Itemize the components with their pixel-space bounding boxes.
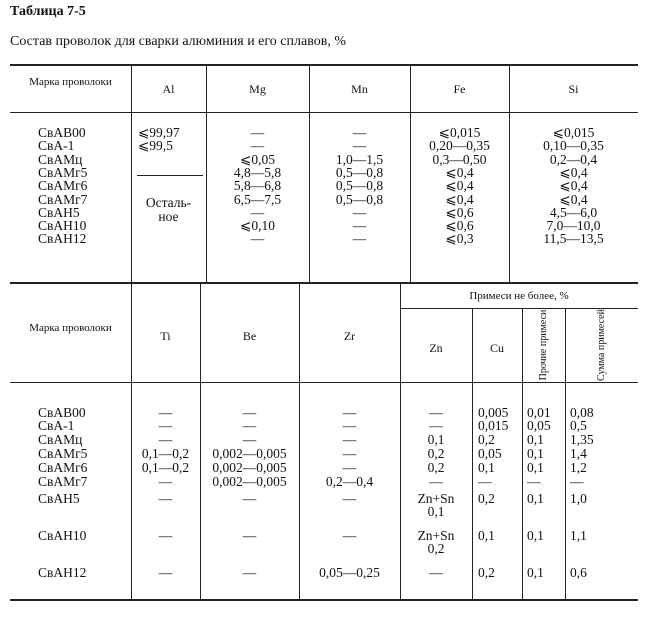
zn-cell: Zn+Sn 0,1 xyxy=(417,491,455,519)
mg-cell: 5,8—6,8 xyxy=(233,178,282,194)
be-cell: — xyxy=(242,418,257,433)
mn-cell: 0,5—0,8 xyxy=(335,191,384,207)
brand-cell: СвАН12 xyxy=(38,231,87,247)
ti-cell: — xyxy=(158,565,173,580)
header-mg: Mg xyxy=(249,82,266,96)
ti-cell: — xyxy=(158,418,173,433)
header-cu: Cu xyxy=(489,341,504,355)
other-cell: 0,1 xyxy=(527,491,544,506)
sum-cell: 0,5 xyxy=(570,418,587,433)
mn-cell: — xyxy=(352,231,367,247)
si-cell: ⩽0,015 xyxy=(552,125,595,140)
ti-cell: 0,1—0,2 xyxy=(141,446,190,461)
si-cell: ⩽0,4 xyxy=(559,178,588,194)
mn-cell: — xyxy=(352,138,367,154)
ti-cell: — xyxy=(158,405,173,420)
fe-cell: 0,3—0,50 xyxy=(432,151,487,167)
header-brand-2: Марка проволоки xyxy=(29,322,112,334)
mg-cell: ⩽0,05 xyxy=(240,151,275,167)
header-ti: Ti xyxy=(160,329,171,343)
fe-cell: ⩽0,6 xyxy=(445,218,474,234)
brand-cell: СвАМц xyxy=(38,151,83,167)
ti-cell: — xyxy=(158,432,173,447)
zr-cell: 0,2—0,4 xyxy=(325,474,374,489)
mn-cell: 1,0—1,5 xyxy=(335,151,384,167)
si-cell: 0,2—0,4 xyxy=(549,151,598,167)
zn-cell: — xyxy=(429,474,443,489)
mn-cell: — xyxy=(352,218,367,234)
sum-cell: 1,1 xyxy=(570,528,587,543)
mg-cell: — xyxy=(250,231,265,247)
header-al: Al xyxy=(162,82,175,96)
zr-cell: 0,05—0,25 xyxy=(319,565,380,580)
sum-cell: 1,0 xyxy=(570,491,587,506)
cu-cell: 0,015 xyxy=(478,418,509,433)
other-cell: 0,05 xyxy=(527,418,551,433)
mn-cell: 0,5—0,8 xyxy=(335,178,384,194)
header-zn: Zn xyxy=(429,341,443,355)
be-cell: — xyxy=(242,432,257,447)
fe-cell: ⩽0,015 xyxy=(438,125,481,140)
brand-cell: СвАН5 xyxy=(38,204,80,220)
fe-cell: ⩽0,4 xyxy=(445,178,474,194)
si-cell: 4,5—6,0 xyxy=(549,204,598,220)
al-cell: ⩽99,5 xyxy=(138,138,173,154)
brand-cell: СвАВ00 xyxy=(38,125,86,140)
zn-cell: 0,2 xyxy=(427,460,445,475)
si-cell: 0,10—0,35 xyxy=(543,138,604,154)
other-cell: 0,1 xyxy=(527,446,544,461)
zr-cell: — xyxy=(342,405,357,420)
si-cell: 7,0—10,0 xyxy=(546,218,601,234)
be-cell: — xyxy=(242,528,257,543)
zn-cell: — xyxy=(429,565,443,580)
brand-cell: СвАМг5 xyxy=(38,446,88,461)
header-fe: Fe xyxy=(453,82,466,96)
mn-cell: 0,5—0,8 xyxy=(335,164,384,180)
mg-cell: — xyxy=(250,204,265,220)
brand-cell: СвАМг5 xyxy=(38,164,88,180)
header-mn: Mn xyxy=(351,82,368,96)
mn-cell: — xyxy=(352,204,367,220)
header-sum: Сумма примесей xyxy=(596,309,607,381)
sum-cell: — xyxy=(570,474,584,489)
other-cell: — xyxy=(527,474,541,489)
be-cell: 0,002—0,005 xyxy=(212,460,287,475)
header-other: Прочие примеси xyxy=(538,309,549,381)
brand-cell: СвАМг6 xyxy=(38,460,88,475)
sum-cell: 1,2 xyxy=(570,460,587,475)
mg-cell: — xyxy=(250,125,265,140)
other-cell: 0,1 xyxy=(527,432,544,447)
other-cell: 0,1 xyxy=(527,565,544,580)
zn-cell: 0,2 xyxy=(427,446,445,461)
ti-cell: — xyxy=(158,474,173,489)
cu-cell: 0,2 xyxy=(478,491,495,506)
fe-cell: ⩽0,3 xyxy=(445,231,474,247)
sum-cell: 0,6 xyxy=(570,565,587,580)
zr-cell: — xyxy=(342,460,357,475)
mg-cell: ⩽0,10 xyxy=(240,218,275,234)
be-cell: 0,002—0,005 xyxy=(212,474,287,489)
cu-cell: 0,005 xyxy=(478,405,509,420)
table1-header-rule xyxy=(10,112,638,113)
cu-cell: — xyxy=(478,474,492,489)
table1-divider xyxy=(131,66,132,282)
sum-cell: 1,4 xyxy=(570,446,587,461)
si-cell: 11,5—13,5 xyxy=(543,231,604,247)
header-brand: Марка проволоки xyxy=(29,76,112,88)
brand-cell: СвАМг7 xyxy=(38,191,88,207)
mg-cell: — xyxy=(250,138,265,154)
brand-cell: СвАВ00 xyxy=(38,405,86,420)
brand-cell: СвАМц xyxy=(38,432,83,447)
brand-cell: СвАН10 xyxy=(38,528,87,543)
fe-cell: ⩽0,6 xyxy=(445,204,474,220)
mn-cell: — xyxy=(352,125,367,140)
table1-top-rule xyxy=(10,64,638,66)
ti-cell: — xyxy=(158,491,173,506)
brand-cell: СвАН10 xyxy=(38,218,87,234)
header-impurities: Примеси не более, % xyxy=(469,290,569,302)
zn-cell: — xyxy=(429,405,443,420)
be-cell: — xyxy=(242,491,257,506)
fe-cell: ⩽0,4 xyxy=(445,191,474,207)
sum-cell: 1,35 xyxy=(570,432,594,447)
brand-cell: СвА-1 xyxy=(38,138,75,154)
header-zr: Zr xyxy=(343,329,356,343)
header-si: Si xyxy=(568,82,579,96)
si-cell: ⩽0,4 xyxy=(559,191,588,207)
si-cell: ⩽0,4 xyxy=(559,164,588,180)
al-rest-cell: Осталь- ное xyxy=(145,195,192,224)
header-be: Be xyxy=(242,329,257,343)
cu-cell: 0,2 xyxy=(478,565,495,580)
zn-cell: 0,1 xyxy=(427,432,445,447)
brand-cell: СвА-1 xyxy=(38,418,75,433)
zr-cell: — xyxy=(342,432,357,447)
brand-cell: СвАМг6 xyxy=(38,178,88,194)
other-cell: 0,01 xyxy=(527,405,551,420)
brand-cell: СвАМг7 xyxy=(38,474,88,489)
fe-cell: ⩽0,4 xyxy=(445,164,474,180)
cu-cell: 0,1 xyxy=(478,528,495,543)
other-cell: 0,1 xyxy=(527,528,544,543)
cu-cell: 0,05 xyxy=(478,446,502,461)
other-cell: 0,1 xyxy=(527,460,544,475)
be-cell: — xyxy=(242,565,257,580)
ti-cell: — xyxy=(158,528,173,543)
zr-cell: — xyxy=(342,491,357,506)
brand-cell: СвАН5 xyxy=(38,491,80,506)
zr-cell: — xyxy=(342,418,357,433)
zn-cell: — xyxy=(429,418,443,433)
mg-cell: 6,5—7,5 xyxy=(233,191,282,207)
zr-cell: — xyxy=(342,446,357,461)
brand-cell: СвАН12 xyxy=(38,565,87,580)
be-cell: 0,002—0,005 xyxy=(212,446,287,461)
zr-cell: — xyxy=(342,528,357,543)
be-cell: — xyxy=(242,405,257,420)
sum-cell: 0,08 xyxy=(570,405,594,420)
table2-bottom-rule xyxy=(10,599,638,601)
table-title: Состав проволок для сварки алюминия и его сплавов, % xyxy=(10,34,346,49)
ti-cell: 0,1—0,2 xyxy=(141,460,190,475)
table1-bottom-rule xyxy=(10,282,638,284)
al-rest-separator xyxy=(137,175,203,176)
zn-cell: Zn+Sn 0,2 xyxy=(417,528,455,556)
cu-cell: 0,2 xyxy=(478,432,495,447)
mg-cell: 4,8—5,8 xyxy=(233,164,282,180)
table-number: Таблица 7-5 xyxy=(10,4,86,19)
al-cell: ⩽99,97 xyxy=(138,125,180,140)
cu-cell: 0,1 xyxy=(478,460,495,475)
fe-cell: 0,20—0,35 xyxy=(429,138,490,154)
